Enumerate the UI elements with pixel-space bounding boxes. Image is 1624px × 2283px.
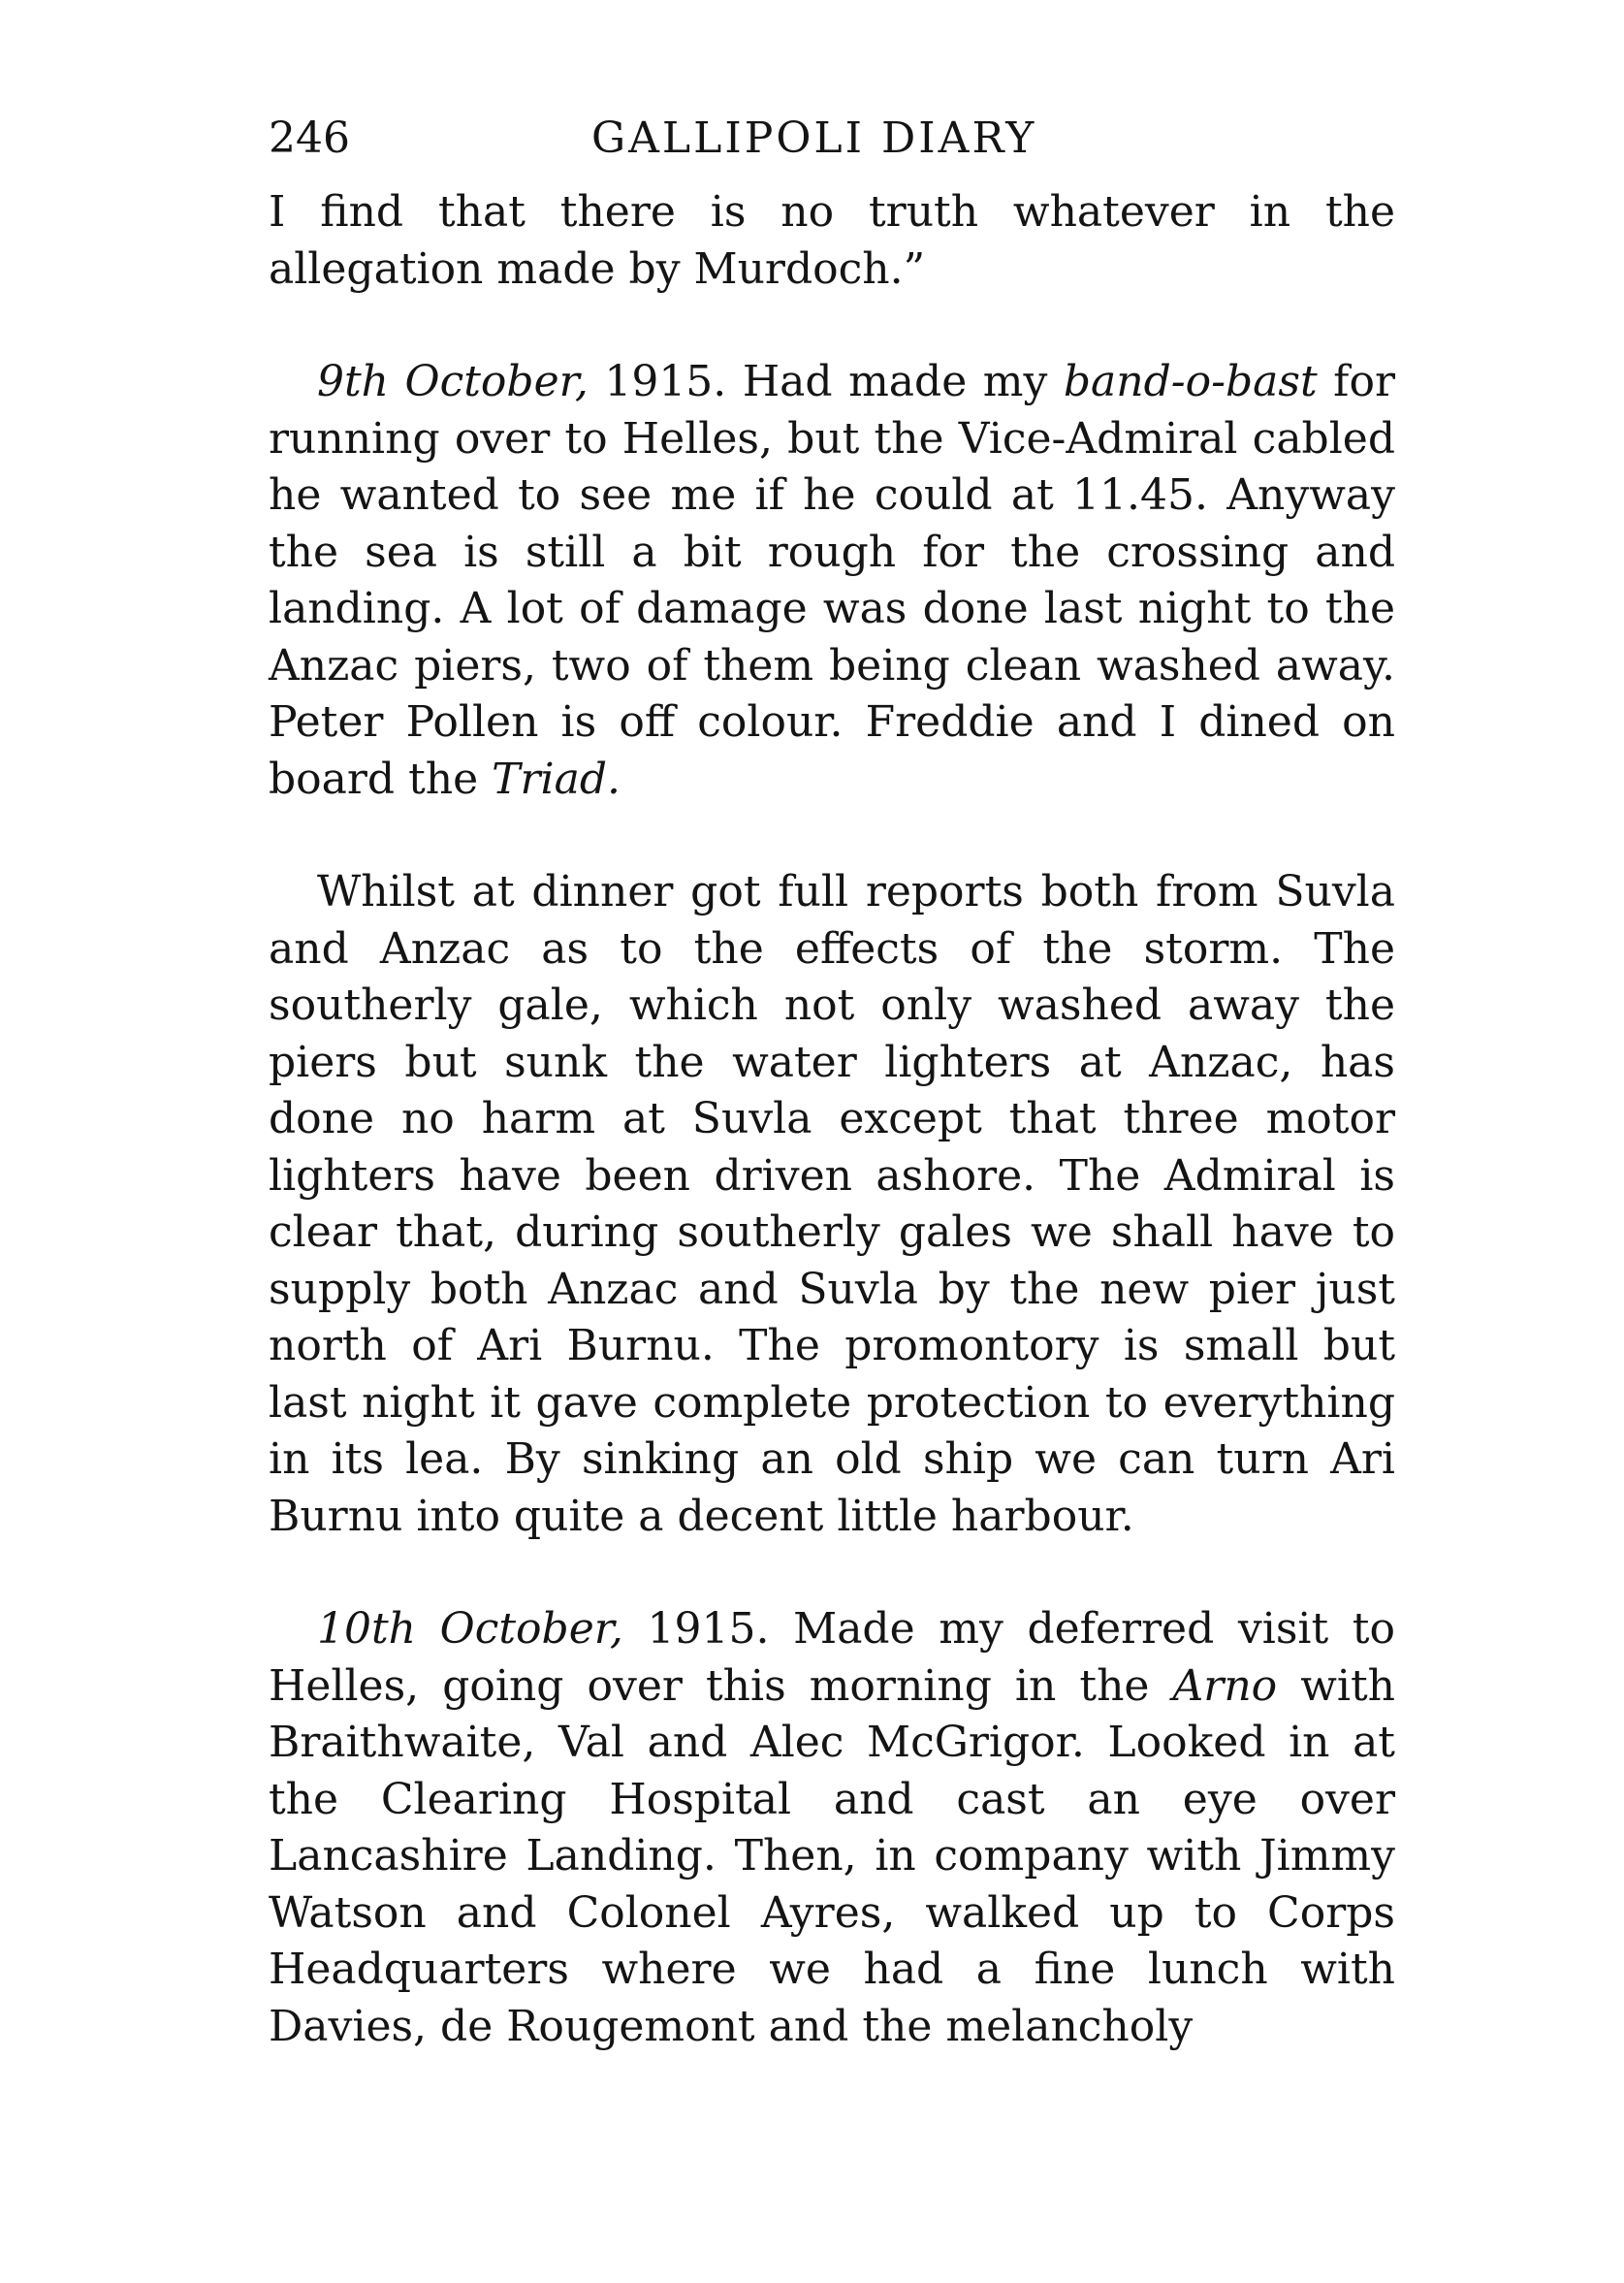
diary-entry-10-october <box>269 1601 1395 2055</box>
entry-text: Made my deferred visit to Helles, going over this morning in the <box>269 1604 1395 1711</box>
running-title: GALLIPOLI DIARY <box>591 113 1037 163</box>
diary-entry-9-october <box>269 354 1395 808</box>
entry-date-day: 10th <box>317 1604 417 1654</box>
entry-ship-name: Triad. <box>492 754 621 804</box>
paragraph-storm-report <box>269 864 1395 1545</box>
paragraph-continuation <box>269 184 1395 298</box>
body-text <box>269 184 1395 2055</box>
entry-date-year: 1915. <box>647 1604 770 1654</box>
entry-text: Had made my <box>742 357 1048 406</box>
page-number: 246 <box>269 113 350 163</box>
paragraph-text: I find that there is no truth whatever in the allegation made by Murdoch.” <box>269 187 1395 294</box>
entry-ship-name: Arno <box>1172 1660 1278 1711</box>
entry-date-day: 9th <box>317 357 390 406</box>
entry-date-month: October, <box>404 357 589 406</box>
entry-date-month: October, <box>439 1604 623 1654</box>
entry-date-year: 1915. <box>604 357 727 406</box>
paragraph-text: Whilst at dinner got full reports both from Suvla and Anzac as to the effects of the storm. The southerly gale, which not only washed away the piers but sunk the water lighters at Anzac, has done no harm at Suvla except that three motor lighters have been driven ashore. The Admiral is clear that, during southerly gales we shall have to supply both Anzac and Suvla by the new pier just north of Ari Burnu. The promontory is small but last night it gave complete protection to everything in its lea. By sinking an old ship we can turn Ari Burnu into quite a decent little harbour. <box>269 867 1395 1541</box>
entry-text: for running over to Helles, but the Vice-Admiral cabled he wanted to see me if he could at 11.45. Anyway the sea is still a bit rough for the crossing and landing. A lot of damage was done last night to the Anzac piers, two of them being clean washed away. Peter Pollen is off colour. Freddie and I dined on board the <box>269 357 1395 804</box>
entry-italic-term: band-o-bast <box>1063 357 1318 406</box>
entry-text: with Braithwaite, Val and Alec McGrigor. Looked in at the Clearing Hospital and cast an eye over Lancashire Landing. Then, in company with Jimmy Watson and Colonel Ayres, walked up to Corps Headquarters where we had a fine lunch with Davies, de Rougemont and the melancholy <box>269 1660 1395 2051</box>
running-head <box>269 105 1395 173</box>
